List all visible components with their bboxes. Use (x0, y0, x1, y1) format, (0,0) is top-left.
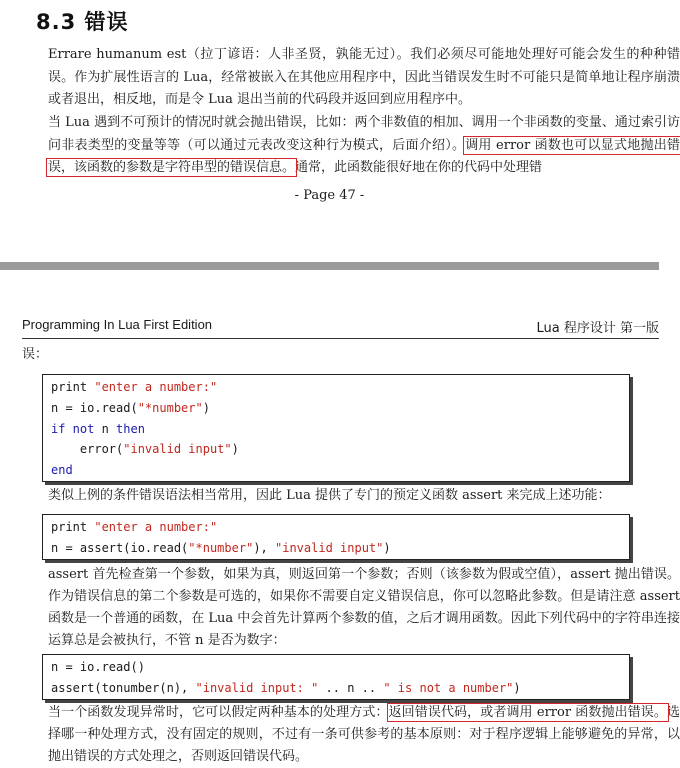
section-heading: 8.3 错误 (36, 10, 129, 34)
running-head-left: Programming In Lua First Edition (22, 317, 213, 332)
highlighted-handling-sentence: 返回错误代码，或者调用 error 函数抛出错误。 (388, 705, 667, 720)
page-number: - Page 47 - (294, 188, 365, 203)
top-page (0, 0, 680, 262)
page-separator (0, 262, 659, 270)
handling-text: 当一个函数发现异常时，它可以假定两种基本的处理方式： (48, 705, 389, 720)
continued-text: 误： (22, 347, 49, 362)
assert-intro-paragraph: 类似上例的条件错误语法相当常用，因此 Lua 提供了专门的预定义函数 assert 来完成上述功能： (48, 488, 611, 503)
error-paragraph (22, 112, 680, 180)
error-paragraph-text: 当 Lua 遇到不可预计的情况时就会抛出错误，比如：两个非数值的相加、调用一个非函数的变量、通过索引访问非表类型的变量等等（可以通过元表改变这种行为模式，后面介绍）。 (48, 115, 680, 153)
running-head-right: Lua 程序设计 第一版 (536, 321, 659, 336)
assert-explain-paragraph: assert 首先检查第一个参数，如果为真，则返回第一个参数；否则（该参数为假或空值），assert 抛出错误。作为错误信息的第二个参数是可选的，如果你不需要自定义错误信息，你可以忽略此参数。但是请注意 assert 函数是一个普通的函数，在 Lua 中会首先计算两个参数的值，之后才调用函数。因此下列代码中的字符串连接运算总是会被执行，不管 n 是否为数字： (48, 567, 680, 648)
highlighted-error-sentence: 调用 error 函数也可以显式地抛出错误，该函数的参数是字符串型的错误信息。 (48, 137, 680, 175)
handling-paragraph (22, 702, 680, 768)
intro-paragraph: Errare humanum est（拉丁谚语：人非圣贤，孰能无过）。我们必须尽可能地处理好可能会发生的种种错误。作为扩展性语言的 Lua，经常被嵌入在其他应用程序中，因此当错误发生时不可能只是简单地让程序崩溃或者退出，相反地，而是令 Lua 退出当前的代码段并返回到应用程序中。 (48, 47, 680, 107)
code-block-2: print "enter a number:" n = assert(io.read("*number"), "invalid input") (42, 514, 630, 560)
code-block-3: n = io.read() assert(tonumber(n), "invalid input: " .. n .. " is not a number") (42, 654, 630, 700)
code-block-1: print "enter a number:" n = io.read("*number") if not n then error("invalid input") end (42, 374, 630, 482)
error-paragraph-tail: 通常，此函数能很好地在你的代码中处理错 (295, 160, 543, 175)
handling-tail: 选择哪一种处理方式，没有固定的规则，不过有一条可供参考的基本原则：对于程序逻辑上能够避免的异常，以抛出错误的方式处理之，否则返回错误代码。 (48, 705, 680, 764)
running-head-rule (22, 338, 659, 339)
page-gap (0, 270, 659, 310)
bottom-page (0, 310, 680, 768)
